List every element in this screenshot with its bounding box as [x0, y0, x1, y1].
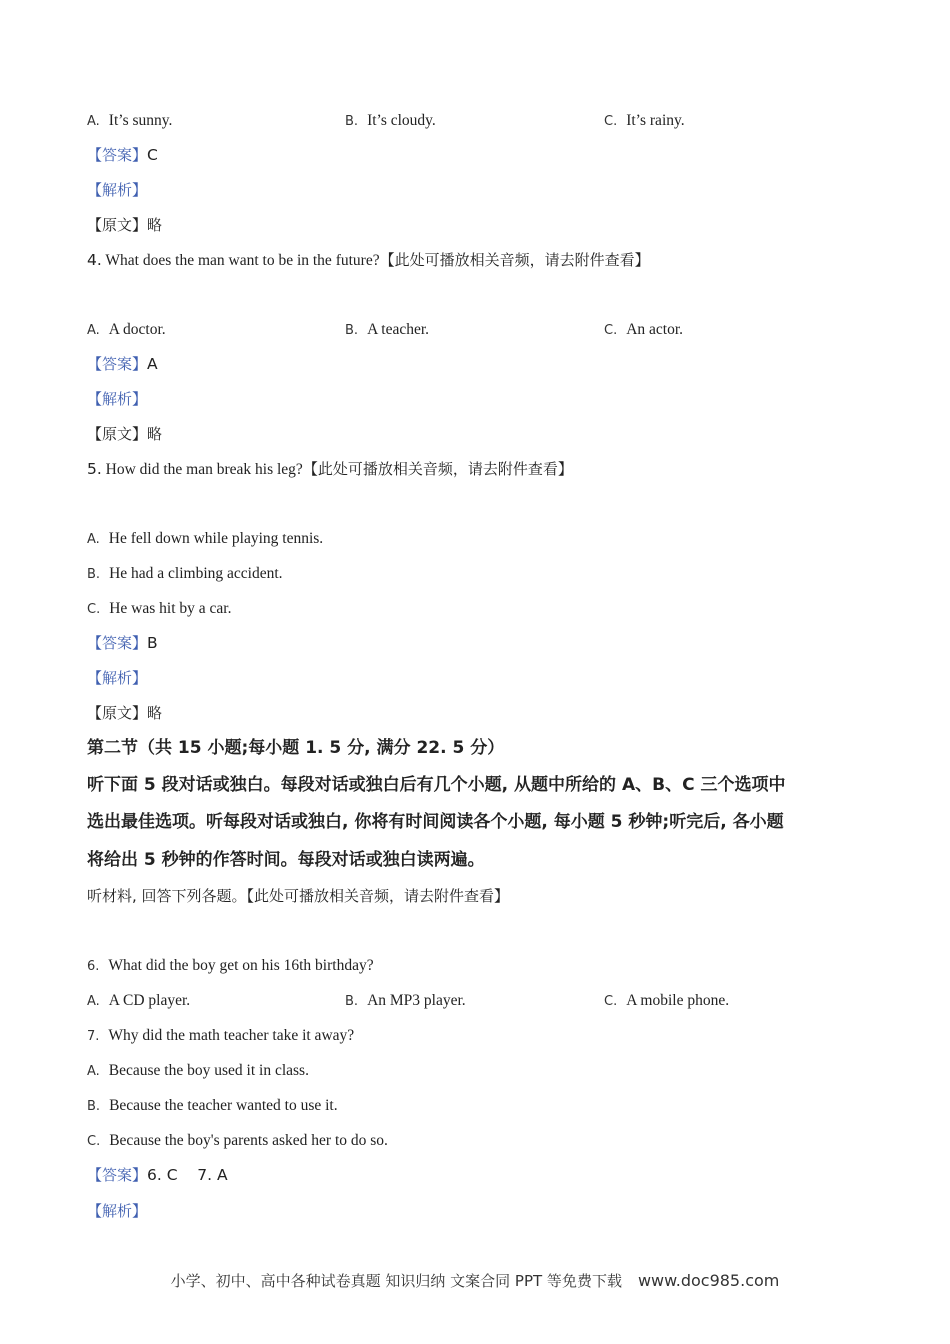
q4-analysis: 【解析】	[87, 390, 148, 408]
q5-option-b: B. He had a climbing accident.	[87, 565, 283, 582]
q4-option-b: B. A teacher.	[345, 321, 430, 338]
q7-option-c: C. Because the boy's parents asked her to do so.	[87, 1132, 388, 1149]
q4-option-a: A. A doctor.	[87, 321, 166, 338]
q4-question: 4. What does the man want to be in the future?【此处可播放相关音频，请去附件查看】	[87, 251, 650, 269]
q5-answer: 【答案】B	[87, 634, 158, 652]
q5-analysis: 【解析】	[87, 669, 148, 687]
section2-instruction-line-1: 听下面 5 段对话或独白。每段对话或独白后有几个小题, 从题中所给的 A、B、C 三个选项中	[87, 775, 786, 795]
section2-heading: 第二节（共 15 小题;每小题 1. 5 分, 满分 22. 5 分）	[87, 738, 505, 758]
q7-option-b: B. Because the teacher wanted to use it.	[87, 1097, 338, 1114]
q6-q7-answer: 【答案】6. C 7. A	[87, 1166, 228, 1184]
q5-original: 【原文】略	[87, 704, 163, 722]
q6-q7-analysis: 【解析】	[87, 1202, 148, 1220]
q6-question: 6. What did the boy get on his 16th birthday?	[87, 957, 374, 974]
q5-option-c: C. He was hit by a car.	[87, 600, 232, 617]
q7-option-a: A. Because the boy used it in class.	[87, 1062, 309, 1079]
section2-instruction-line-3: 将给出 5 秒钟的作答时间。每段对话或独白读两遍。	[87, 850, 485, 870]
q3-option-a: A. It’s sunny.	[87, 112, 173, 129]
footer-url[interactable]: www.doc985.com	[637, 1271, 780, 1290]
q6-option-a: A. A CD player.	[87, 992, 191, 1009]
q6-option-c: C. A mobile phone.	[604, 992, 730, 1009]
q7-question: 7. Why did the math teacher take it away?	[87, 1027, 355, 1044]
q6-option-b: B. An MP3 player.	[345, 992, 466, 1009]
q3-option-c: C. It’s rainy.	[604, 112, 685, 129]
page-footer	[0, 1270, 950, 1291]
q3-analysis: 【解析】	[87, 181, 148, 199]
q3-answer: 【答案】C	[87, 146, 158, 164]
section2-instruction-line-2: 选出最佳选项。听每段对话或独白, 你将有时间阅读各个小题, 每小题 5 秒钟;听完后, 各小题	[87, 812, 784, 832]
q4-answer: 【答案】A	[87, 355, 158, 373]
q5-option-a: A. He fell down while playing tennis.	[87, 530, 324, 547]
footer-text: 小学、初中、高中各种试卷真题 知识归纳 文案合同 PPT 等免费下载	[170, 1272, 622, 1290]
material-prompt: 听材料, 回答下列各题。【此处可播放相关音频，请去附件查看】	[87, 887, 510, 905]
q4-original: 【原文】略	[87, 425, 163, 443]
q4-option-c: C. An actor.	[604, 321, 684, 338]
q3-original: 【原文】略	[87, 216, 163, 234]
q5-question: 5. How did the man break his leg?【此处可播放相关音频，请去附件查看】	[87, 460, 573, 478]
q3-option-b: B. It’s cloudy.	[345, 112, 436, 129]
